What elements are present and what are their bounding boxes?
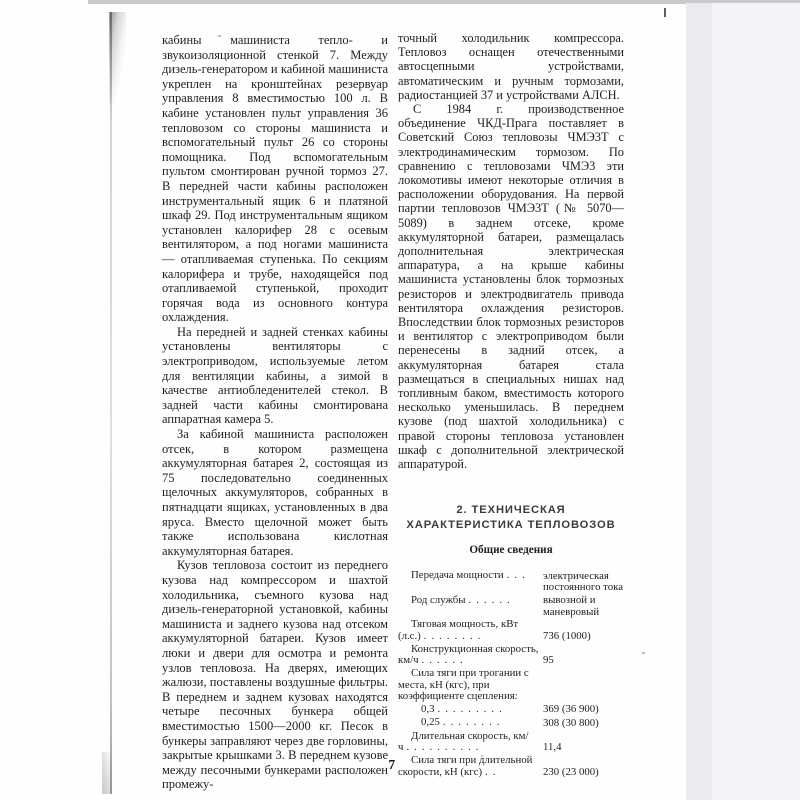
paragraph: За кабиной машиниста расположен отсек, в котором размещена аккумуляторная батарея 2, состоящая из 75 последовательно соединенных щелочных аккумуляторов, собранных в пятнадцати ящиках, установленных в два яруса. Вместо щелочной может быть также использована кислотная аккумуляторная батарея. [162,427,388,558]
spec-label [398,644,543,667]
dot-leader: ... [506,569,530,582]
section-heading-line1: 2. ТЕХНИЧЕСКАЯ [456,504,566,516]
left-column [162,33,388,792]
page-number: 7 [388,757,396,772]
spec-label [398,731,543,754]
specs-table [398,570,624,779]
spec-value: 369 (36 900) [543,703,599,716]
paragraph: С 1984 г. производственное объединение ЧКД-Прага поставляет в Советский Союз тепловозы ЧМЭ3Т с электродинамическим тормозом. По сравнению с тепловозами ЧМЭ3 эти локомотивы имеют некоторые отличия в расположении оборудования. На первой партии тепловозов ЧМЭ3Т (№ 5070—5089) в заднем отсеке, кроме аккумуляторной батареи, размещалась дополнительная электрическая аппаратура, а на крыше кабины машиниста установлены блок тормозных резисторов и электродвигатель привода вентилятора охлаждения резисторов. Впоследствии блок тормозных резисторов и вентилятор с электроприводом были перенесены в задний отсек, а аккумуляторная батарея стала размещаться в специальных нишах над топливным баком, вместимость которого несколько уменьшилась. В переднем кузове (под шахтой холодильника) с правой стороны тепловоза установлен шкаф с дополнительной электрической аппаратурой. [398,102,624,472]
spec-label-text: Тяговая мощность, кВт (л.с.) [398,618,519,642]
spec-row [398,619,624,643]
spec-label-text: Передача мощности [411,569,504,582]
spec-label-text: 0,3 [421,702,435,715]
spec-label [398,668,543,703]
section-heading [398,503,624,532]
spec-value: 736 (1000) [543,629,591,642]
spec-label-text: Конструкционная скорость, км/ч [398,642,539,667]
scanner-background [712,3,800,800]
spec-value: электрическая постоянного тока [543,569,624,594]
spec-row [398,704,624,717]
right-column [398,31,624,778]
paragraph: точный холодильник компрессора. Тепловоз оснащен отечественными автосцепными устройствами, автоматическим и ручным тормозами, радиостанцией 37 и устройствами АЛСН. [398,31,624,102]
spec-label [398,619,543,642]
paragraph: кабины машиниста тепло- и звукоизоляционной стенкой 7. Между дизель-генератором и кабиной машиниста укреплен на кронштейнах резервуар управления 8 вместимостью 100 л. В кабине установлен пульт управления 36 тепловозом со стороны машиниста и вспомогательный пульт 26 со стороны помощника. Под вспомогательным пультом смонтирован ручной тормоз 27. В передней части кабины расположен инструментальный ящик 6 и платяной шкаф 29. Под инструментальным ящиком установлен калорифер 28 с осевым вентилятором, а под ногами машиниста — отапливаемая ступенька. По секциям калорифера и трубе, находящейся под отапливаемой ступенькой, проходит горячая вода из основного контура охлаждения. [162,33,388,325]
spec-row [398,644,624,668]
dot-leader: ...... [421,654,468,667]
dot-leader: .. [485,765,501,778]
spine-fold-shadow-bottom [102,752,112,794]
section-heading-line2: ХАРАКТЕРИСТИКА ТЕПЛОВОЗОВ [406,518,616,531]
spec-label-text: Длительная скорость, км/ч [398,729,529,754]
paragraph: Кузов тепловоза состоит из переднего кузова над компрессором и шахтой холодильника, съемного кузова над дизель-генераторной установкой, кабины машиниста и заднего кузова над отсеком аккумуляторной батареи. Кузов имеет люки и двери для осмотра и ремонта узлов тепловоза. На дверях, имеющих жалюзи, поставлены воздушные фильтры. В переднем и заднем кузовах находятся четыре песочных бункера общей вместимостью 1500—2000 кг. Песок в бункеры заправляют через две горловины, закрытые крышками 3. В переднем кузове между песочными бункерами расположен промежу- [162,558,388,792]
spec-label [398,570,543,582]
spec-row [398,595,624,619]
spec-value: 230 (23 000) [543,765,599,778]
spec-label [398,717,566,729]
spec-label [398,704,566,716]
dot-leader: ........ [423,629,486,642]
spec-label-text: Сила тяги при длительной скорости, кН (кгс) [398,754,533,778]
dot-leader: ........ [442,716,505,729]
spec-label-text: Сила тяги при трогании с места, кН (кгс), при коэффициенте сцепления: [398,667,529,703]
spec-label [398,595,543,607]
spec-value: 308 (30 800) [543,716,599,729]
spec-label-text: 0,25 [421,716,440,729]
dot-leader: ...... [468,593,515,606]
spec-label-text: Род службы [411,593,466,606]
spec-value: вывозной и маневровый [543,594,600,618]
spec-row [398,570,624,594]
spine-fold-line [110,12,112,794]
spec-row [398,717,624,730]
dot-leader: ......... [437,702,507,715]
scan-speck [642,652,645,654]
registration-tick-mark [664,8,666,17]
subsection-heading: Общие сведения [469,544,553,556]
spec-value: 95 [543,654,554,667]
spec-row [398,731,624,755]
spec-row [398,668,624,703]
spec-value: 11,4 [543,741,562,754]
paragraph: На передней и задней стенках кабины установлены вентиляторы с электроприводом, используемые летом для вентиляции кабины, а зимой в качестве антиобледенителей стекол. В задней части кабины смонтирована аппаратная камера 5. [162,324,388,427]
tech-characteristics-section [398,503,624,780]
dot-leader: .......... [406,741,484,754]
page-right-edge-shadow [686,3,712,800]
